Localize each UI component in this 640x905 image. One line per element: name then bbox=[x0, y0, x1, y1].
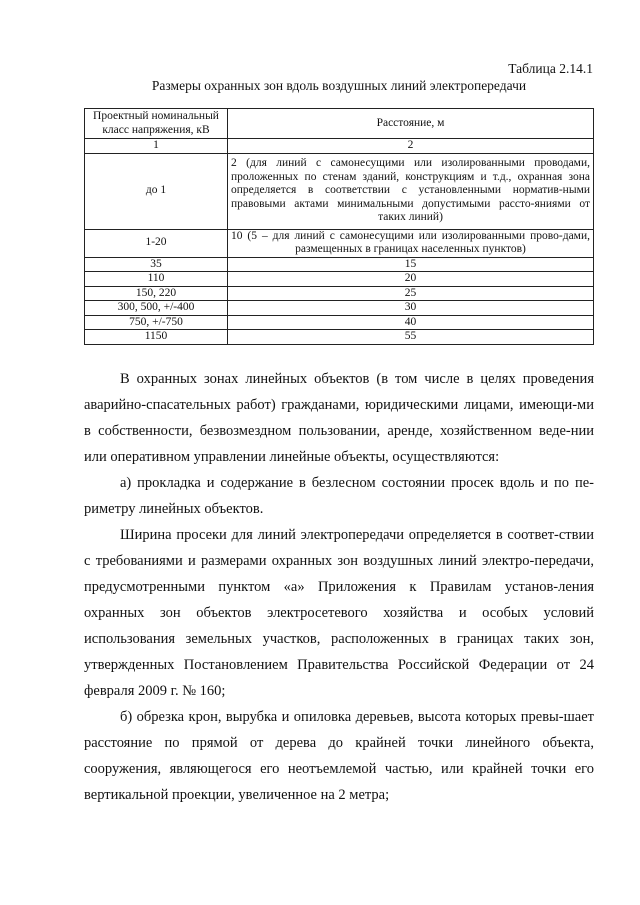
table-header-row bbox=[85, 109, 594, 139]
table-row bbox=[85, 315, 594, 330]
body-paragraph: В охранных зонах линейных объектов (в том числе в целях проведения аварийно-спасательных работ) гражданами, юридическими лицами, имеющи-ми в собственности, безвозмездном пользовании, аренде, хозяйственном веде-нии или оперативном управлении линейные объекты, осуществляются: bbox=[84, 371, 594, 465]
voltage-cell: 150, 220 bbox=[85, 286, 228, 301]
distance-cell: 15 bbox=[228, 257, 594, 272]
distance-cell: 10 (5 – для линий с самонесущими или изолированными прово-дами, размещенных в границах населенных пунктов) bbox=[228, 229, 594, 257]
distance-cell: 30 bbox=[228, 301, 594, 316]
body-paragraph: а) прокладка и содержание в безлесном состоянии просек вдоль и по пе-риметру линейных объектов. bbox=[84, 475, 594, 517]
voltage-cell: 110 bbox=[85, 272, 228, 287]
voltage-cell: 300, 500, +/-400 bbox=[85, 301, 228, 316]
table-row bbox=[85, 330, 594, 345]
protection-zones-table bbox=[84, 108, 594, 345]
column-number: 2 bbox=[228, 139, 594, 154]
table-row bbox=[85, 272, 594, 287]
column-number-row bbox=[85, 139, 594, 154]
body-paragraph: Ширина просеки для линий электропередачи определяется в соответ-ствии с требованиями и размерами охранных зон воздушных линий электро-передачи, предусмотренными пунктом «а» Приложения к Правилам установ-ления охранных зон объектов электросетевого хозяйства и особых условий использования земельных участков, расположенных в границах таких зон, утвержденных Постановлением Правительства Российской Федерации от 24 февраля 2009 г. № 160; bbox=[84, 527, 594, 699]
header-distance: Расстояние, м bbox=[228, 109, 594, 139]
table-number: Таблица 2.14.1 bbox=[508, 61, 593, 76]
distance-cell: 55 bbox=[228, 330, 594, 345]
table-caption: Размеры охранных зон вдоль воздушных линий электропередачи bbox=[151, 78, 527, 93]
header-voltage-class: Проектный номинальный класс напряжения, кВ bbox=[85, 109, 228, 139]
voltage-cell: 1150 bbox=[85, 330, 228, 345]
column-number: 1 bbox=[85, 139, 228, 154]
table-row bbox=[85, 301, 594, 316]
distance-cell: 40 bbox=[228, 315, 594, 330]
table-row bbox=[85, 286, 594, 301]
body-paragraph: б) обрезка крон, вырубка и опиловка деревьев, высота которых превы-шает расстояние по прямой от дерева до крайней точки линейного объекта, сооружения, являющегося его неотъемлемой частью, или крайней точки его вертикальной проекции, увеличенное на 2 метра; bbox=[84, 709, 594, 803]
voltage-cell: 750, +/-750 bbox=[85, 315, 228, 330]
distance-cell: 20 bbox=[228, 272, 594, 287]
table-row bbox=[85, 153, 594, 229]
table-row bbox=[85, 257, 594, 272]
voltage-cell: до 1 bbox=[85, 153, 228, 229]
voltage-cell: 35 bbox=[85, 257, 228, 272]
table-row bbox=[85, 229, 594, 257]
distance-cell: 2 (для линий с самонесущими или изолированными проводами, проложенных по стенам зданий, конструкциям и т.д., охранная зона определяется в соответствии с установленными норматив-ными правовыми актами минимальными допустимыми рассто-яниями от таких линий) bbox=[228, 153, 594, 229]
distance-cell: 25 bbox=[228, 286, 594, 301]
voltage-cell: 1-20 bbox=[85, 229, 228, 257]
